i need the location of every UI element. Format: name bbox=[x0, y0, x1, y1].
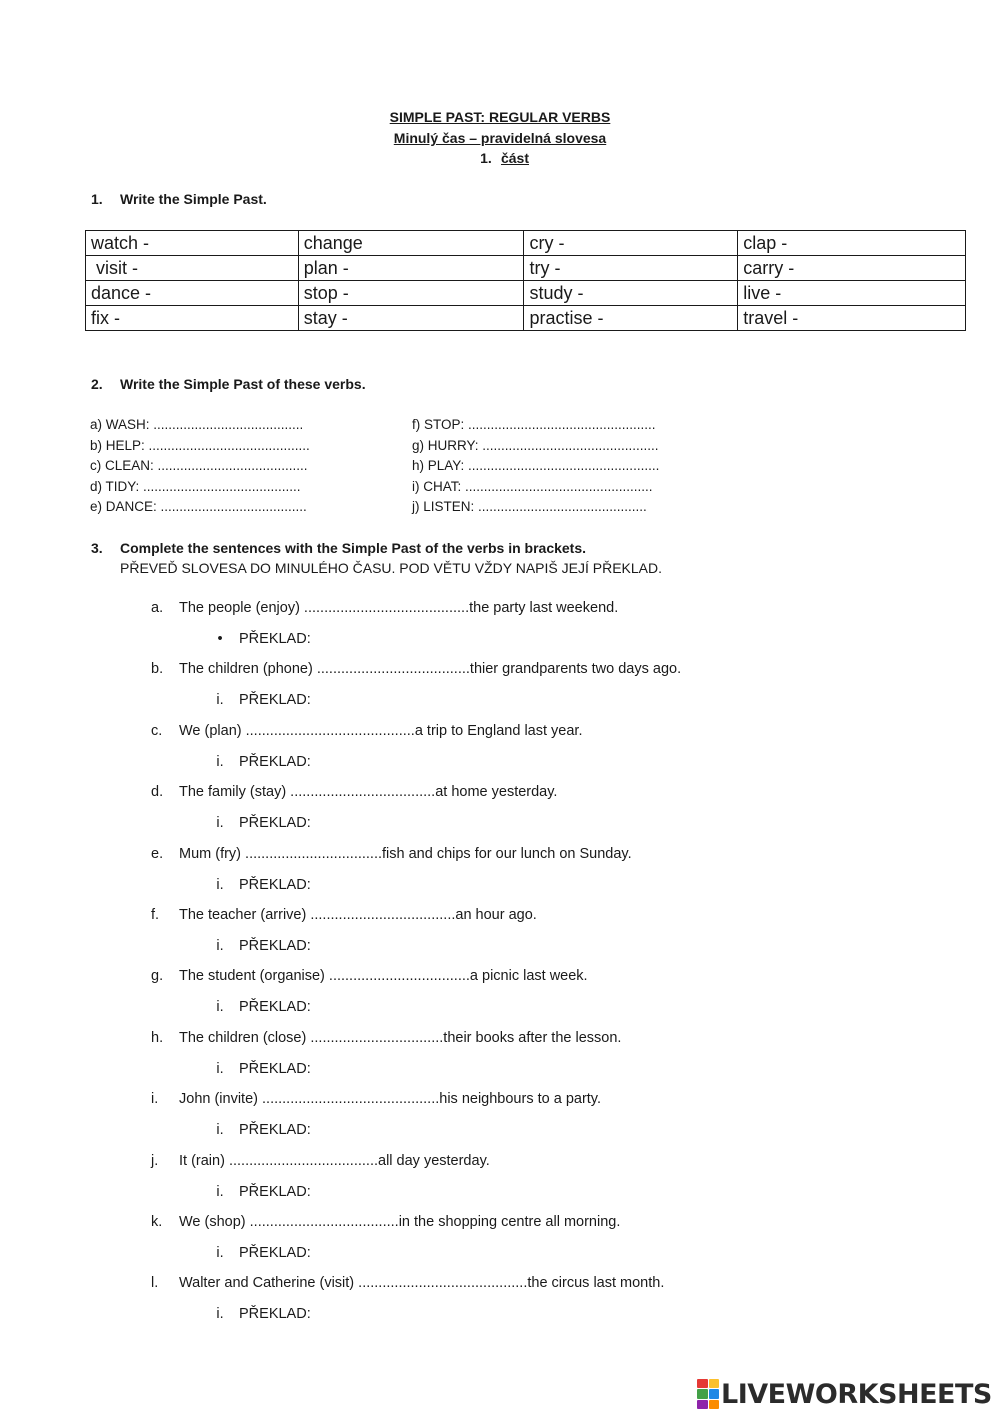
verb-exercise-line[interactable]: d) TIDY: .......................................... bbox=[90, 478, 301, 494]
verb-cell[interactable]: watch - bbox=[86, 231, 299, 256]
verbs-table-row bbox=[86, 256, 966, 281]
translation-marker: i. bbox=[216, 1122, 224, 1139]
sentence-text[interactable]: Walter and Catherine (visit) ..........................................the circus last month. bbox=[179, 1275, 665, 1292]
verb-cell[interactable]: study - bbox=[524, 281, 738, 306]
brand-text: LIVEWORKSHEETS bbox=[721, 1378, 992, 1410]
part-heading bbox=[0, 150, 1000, 166]
liveworksheets-logo-icon bbox=[697, 1379, 719, 1409]
translation-marker: i. bbox=[216, 1060, 224, 1077]
verb-cell[interactable]: practise - bbox=[524, 306, 738, 331]
translation-marker: i. bbox=[216, 753, 224, 770]
translation-label[interactable]: PŘEKLAD: bbox=[239, 999, 311, 1016]
verb-cell[interactable]: try - bbox=[524, 256, 738, 281]
verbs-table-row bbox=[86, 306, 966, 331]
verb-cell[interactable]: stop - bbox=[298, 281, 524, 306]
sentence-letter: g. bbox=[151, 968, 164, 985]
verb-cell[interactable]: stay - bbox=[298, 306, 524, 331]
section1-number: 1. bbox=[91, 191, 103, 207]
verbs-table-row bbox=[86, 231, 966, 256]
verb-cell[interactable]: plan - bbox=[298, 256, 524, 281]
sentence-text[interactable]: We (plan) ..........................................a trip to England last year. bbox=[179, 722, 583, 739]
section2-heading bbox=[91, 376, 366, 392]
sentence-text[interactable]: The children (phone) ......................................thier grandparents two days ago. bbox=[179, 661, 682, 678]
section1-title: Write the Simple Past. bbox=[120, 191, 267, 207]
translation-marker: i. bbox=[216, 938, 224, 954]
sentence-text[interactable]: The people (enjoy) .........................................the party last weekend. bbox=[179, 600, 619, 616]
logo-square bbox=[709, 1400, 720, 1409]
translation-marker: i. bbox=[216, 692, 224, 709]
sentence-text[interactable]: It (rain) .....................................all day yesterday. bbox=[179, 1152, 490, 1169]
sentence-text[interactable]: Mum (fry) ..................................fish and chips for our lunch on Sunday. bbox=[179, 845, 632, 862]
sentence-letter: f. bbox=[151, 907, 160, 923]
part-number: 1. bbox=[480, 150, 492, 166]
logo-square bbox=[709, 1379, 720, 1388]
verb-exercise-line[interactable]: g) HURRY: ............................................... bbox=[412, 437, 659, 453]
translation-marker: i. bbox=[216, 1245, 224, 1261]
section3-instruction: PŘEVEĎ SLOVESA DO MINULÉHO ČASU. POD VĚTU VŽDY NAPIŠ JEJÍ PŘEKLAD. bbox=[120, 560, 662, 576]
logo-square bbox=[697, 1379, 708, 1388]
translation-marker: i. bbox=[216, 815, 224, 832]
verb-cell[interactable]: clap - bbox=[738, 231, 966, 256]
liveworksheets-logo[interactable] bbox=[697, 1376, 992, 1412]
translation-label[interactable]: PŘEKLAD: bbox=[239, 753, 311, 770]
verb-cell[interactable]: carry - bbox=[738, 256, 966, 281]
sentence-text[interactable]: The teacher (arrive) ....................................an hour ago. bbox=[179, 907, 537, 923]
sentence-letter: b. bbox=[151, 661, 164, 678]
sentence-text[interactable]: John (invite) ............................................his neighbours to a party. bbox=[179, 1091, 602, 1108]
translation-label[interactable]: PŘEKLAD: bbox=[239, 815, 311, 832]
logo-square bbox=[697, 1389, 708, 1398]
verb-cell[interactable]: change bbox=[298, 231, 524, 256]
verb-cell[interactable]: fix - bbox=[86, 306, 299, 331]
page-title: SIMPLE PAST: REGULAR VERBS bbox=[389, 109, 611, 125]
verb-exercise-line[interactable]: a) WASH: ........................................ bbox=[90, 417, 304, 432]
verb-exercise-line[interactable]: b) HELP: ........................................... bbox=[90, 437, 310, 453]
translation-marker: i. bbox=[216, 1183, 224, 1200]
section3-heading bbox=[91, 540, 586, 556]
sentence-letter: h. bbox=[151, 1029, 164, 1046]
verb-exercise-line[interactable]: f) STOP: .................................................. bbox=[412, 417, 656, 432]
sentence-letter: d. bbox=[151, 784, 164, 801]
translation-marker: i. bbox=[216, 1306, 224, 1323]
verb-exercise-line[interactable]: e) DANCE: ....................................... bbox=[90, 499, 307, 515]
translation-label[interactable]: PŘEKLAD: bbox=[239, 1060, 311, 1077]
section3-title: Complete the sentences with the Simple Past of the verbs in brackets. bbox=[120, 540, 587, 556]
translation-label[interactable]: PŘEKLAD: bbox=[239, 876, 311, 893]
logo-square bbox=[697, 1400, 708, 1409]
section2-number: 2. bbox=[91, 376, 103, 392]
verbs-table bbox=[85, 230, 966, 331]
translation-label[interactable]: PŘEKLAD: bbox=[239, 692, 311, 709]
sentence-letter: l. bbox=[151, 1275, 159, 1292]
part-word: část bbox=[500, 150, 530, 166]
logo-square bbox=[709, 1389, 720, 1398]
verb-cell[interactable]: live - bbox=[738, 281, 966, 306]
translation-label[interactable]: PŘEKLAD: bbox=[239, 631, 311, 647]
section3-number: 3. bbox=[91, 540, 103, 556]
verb-cell[interactable]: visit - bbox=[86, 256, 299, 281]
sentence-letter: i. bbox=[151, 1091, 159, 1108]
sentence-text[interactable]: We (shop) .....................................in the shopping centre all morning. bbox=[179, 1214, 621, 1230]
verb-cell[interactable]: travel - bbox=[738, 306, 966, 331]
translation-marker: i. bbox=[216, 999, 224, 1016]
translation-label[interactable]: PŘEKLAD: bbox=[239, 1306, 311, 1323]
translation-label[interactable]: PŘEKLAD: bbox=[239, 1183, 311, 1200]
section2-title: Write the Simple Past of these verbs. bbox=[120, 376, 366, 392]
sentence-letter: k. bbox=[151, 1214, 163, 1230]
verb-cell[interactable]: dance - bbox=[86, 281, 299, 306]
sentence-letter: j. bbox=[151, 1152, 159, 1169]
sentence-letter: e. bbox=[151, 845, 164, 862]
verb-cell[interactable]: cry - bbox=[524, 231, 738, 256]
translation-label[interactable]: PŘEKLAD: bbox=[239, 938, 311, 954]
verb-exercise-line[interactable]: i) CHAT: .................................................. bbox=[412, 478, 653, 494]
verb-exercise-line[interactable]: j) LISTEN: ............................................. bbox=[412, 499, 647, 515]
translation-label[interactable]: PŘEKLAD: bbox=[239, 1245, 311, 1261]
verb-exercise-line[interactable]: h) PLAY: ................................................... bbox=[412, 458, 660, 474]
verbs-table-row bbox=[86, 281, 966, 306]
translation-marker: • bbox=[217, 631, 223, 647]
sentence-letter: a. bbox=[151, 600, 164, 616]
sentence-text[interactable]: The children (close) .................................their books after the lesson. bbox=[179, 1029, 622, 1046]
sentence-letter: c. bbox=[151, 722, 163, 739]
sentence-text[interactable]: The student (organise) ...................................a picnic last week. bbox=[179, 968, 588, 985]
translation-marker: i. bbox=[216, 876, 224, 893]
sentence-text[interactable]: The family (stay) ....................................at home yesterday. bbox=[179, 784, 558, 801]
translation-label[interactable]: PŘEKLAD: bbox=[239, 1122, 311, 1139]
section1-heading bbox=[91, 191, 267, 207]
verb-exercise-line[interactable]: c) CLEAN: ........................................ bbox=[90, 458, 308, 474]
page-subtitle: Minulý čas – pravidelná slovesa bbox=[393, 130, 607, 146]
